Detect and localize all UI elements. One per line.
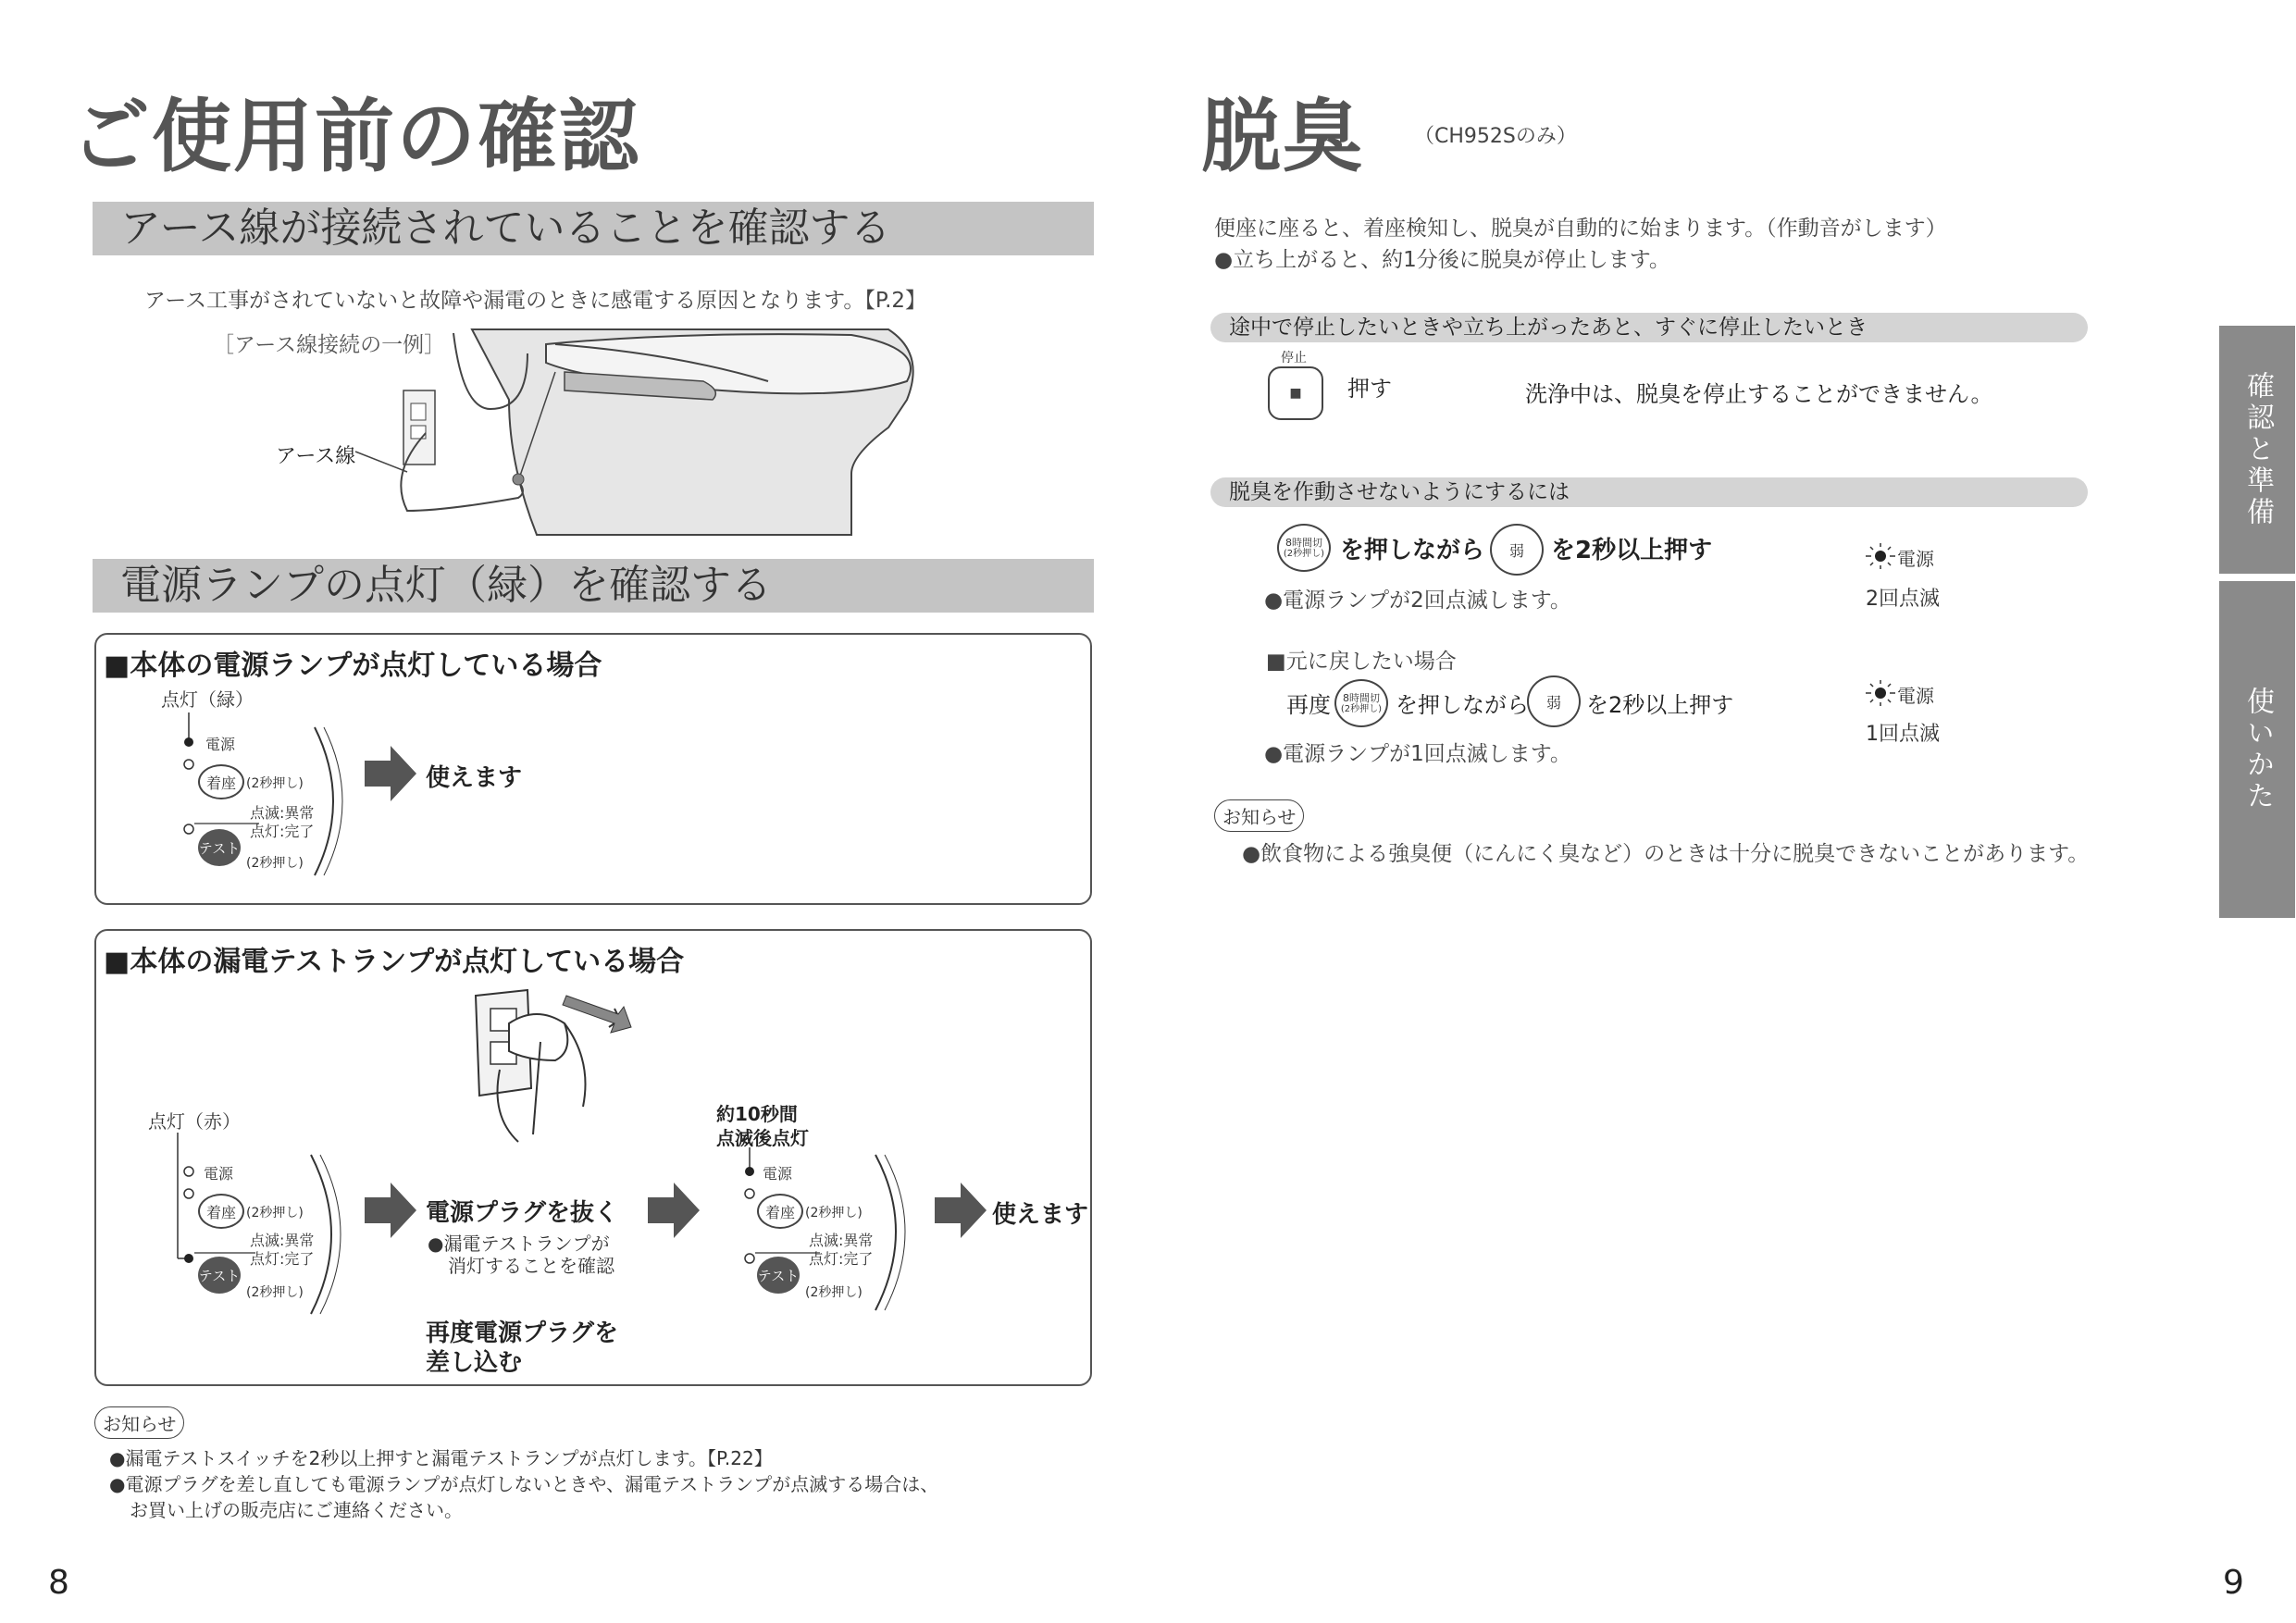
lamp-blink-icon xyxy=(1864,542,1897,570)
section-title-earth: アース線が接続されていることを確認する xyxy=(120,204,891,252)
page-number-right: 9 xyxy=(2223,1564,2244,1602)
panel1-usable-text: 使えます xyxy=(426,764,523,792)
model-note: （CH952Sのみ） xyxy=(1414,125,1577,148)
panel2-after-blink-abnormal: 点滅:異常 xyxy=(809,1232,874,1249)
unplug-text: 電源プラグを抜く xyxy=(426,1199,619,1227)
weak-button: 弱 xyxy=(1490,524,1544,576)
unplug-note-line1: ●漏電テストランプが xyxy=(428,1233,610,1255)
after-replug-line2: 点滅後点灯 xyxy=(716,1127,809,1149)
step2-press-text: を2秒以上押す xyxy=(1586,692,1734,718)
panel1-power-lamp-label: 電源 xyxy=(205,736,236,753)
side-tab-usage[interactable] xyxy=(2219,581,2295,918)
stop-square-icon: ■ xyxy=(1289,386,1302,401)
left-notice-badge: お知らせ xyxy=(94,1406,184,1439)
panel2-seat-hold: (2秒押し) xyxy=(246,1206,304,1220)
panel1-blink-abnormal: 点滅:異常 xyxy=(250,804,315,822)
panel2-after-test-hold: (2秒押し) xyxy=(805,1285,863,1300)
replug-text-line2: 差し込む xyxy=(426,1349,523,1377)
left-note-1: ●漏電テストスイッチを2秒以上押すと漏電テストランプが点灯します。【P.22】 xyxy=(109,1447,773,1469)
page-title-right: 脱臭 xyxy=(1201,91,1364,183)
unplug-note-line2: 消灯することを確認 xyxy=(448,1255,614,1277)
page-title-left: ご使用前の確認 xyxy=(70,91,640,183)
step1-press-text: を2秒以上押す xyxy=(1551,537,1713,564)
panel2-test-button: テスト xyxy=(198,1257,241,1294)
earth-wire-label: アース線 xyxy=(276,445,356,468)
panel2-title: ■本体の漏電テストランプが点灯している場合 xyxy=(104,946,685,978)
left-note-2: ●電源プラグを差し直しても電源ランプが点灯しないときや、漏電テストランプが点滅する場合は、 xyxy=(109,1473,939,1495)
stop-button-caption: 停止 xyxy=(1281,351,1307,365)
panel2-after-seat-button: 着座 xyxy=(757,1194,803,1229)
panel2-after-test-button: テスト xyxy=(757,1257,800,1294)
bar-disable-deodor xyxy=(1210,477,2088,507)
step2-note: ●電源ランプが1回点滅します。 xyxy=(1264,742,1571,766)
step1-note: ●電源ランプが2回点滅します。 xyxy=(1264,588,1571,613)
panel2-lit-label: 点灯（赤） xyxy=(148,1110,241,1133)
lamp-blink-icon-2 xyxy=(1864,679,1897,707)
unplug-illustration xyxy=(463,986,648,1144)
section-title-lamp: 電源ランプの点灯（緑）を確認する xyxy=(120,562,772,609)
deodor-intro-1: 便座に座ると、着座検知し、脱臭が自動的に始まります。（作動音がします） xyxy=(1214,217,1947,241)
bar-stop-immediately xyxy=(1210,313,2088,342)
step1-hold-text: を押しながら xyxy=(1340,537,1485,564)
panel1-test-hold: (2秒押し) xyxy=(246,856,304,871)
right-notice-badge: お知らせ xyxy=(1214,799,1304,832)
timer-8h-button: 8時間切 (2秒押し) xyxy=(1277,524,1331,572)
earth-example-label: ［アース線接続の一例］ xyxy=(213,333,446,357)
step1-blink-count: 2回点滅 xyxy=(1866,588,1940,611)
panel1-seat-button: 着座 xyxy=(198,764,244,799)
page-number-left: 8 xyxy=(48,1564,69,1602)
deodor-intro-2: ●立ち上がると、約1分後に脱臭が停止します。 xyxy=(1214,248,1670,272)
step2-power-label: 電源 xyxy=(1897,685,1934,707)
side-tab-usage-label: 使いかた xyxy=(2241,687,2274,812)
left-note-3: お買い上げの販売店にご連絡ください。 xyxy=(130,1499,463,1521)
stop-button xyxy=(1268,366,1323,420)
bar-disable-deodor-text: 脱臭を作動させないようにするには xyxy=(1229,480,1570,504)
restore-heading: ■元に戻したい場合 xyxy=(1266,650,1457,674)
panel1-lit-complete: 点灯:完了 xyxy=(250,823,315,840)
toilet-earth-illustration xyxy=(370,326,925,539)
panel1-test-button: テスト xyxy=(198,829,241,866)
panel2-lit-complete: 点灯:完了 xyxy=(250,1250,315,1268)
panel2-test-hold: (2秒押し) xyxy=(246,1285,304,1300)
panel2-power-lamp-label: 電源 xyxy=(204,1165,234,1183)
panel2-after-seat-hold: (2秒押し) xyxy=(805,1206,863,1220)
panel2-usable-text: 使えます xyxy=(992,1201,1089,1229)
panel2-after-lit-complete: 点灯:完了 xyxy=(809,1250,874,1268)
panel2-arrow-icon-2 xyxy=(648,1183,700,1238)
section-bar-lamp xyxy=(93,559,1094,613)
panel2-arrow-icon-3 xyxy=(935,1183,987,1238)
section-bar-earth xyxy=(93,202,1094,255)
side-tab-prep-label: 確認と準備 xyxy=(2241,371,2274,528)
panel2-after-power-label: 電源 xyxy=(763,1165,793,1183)
stop-note: 洗浄中は、脱臭を停止することができません。 xyxy=(1525,381,1993,407)
right-notice-text: ●飲食物による強臭便（にんにく臭など）のときは十分に脱臭できないことがあります。 xyxy=(1242,842,2090,866)
step2-blink-count: 1回点滅 xyxy=(1866,723,1940,746)
bar-stop-immediately-text: 途中で停止したいときや立ち上がったあと、すぐに停止したいとき xyxy=(1229,316,1868,340)
panel1-arrow-icon xyxy=(365,746,416,801)
press-text: 押す xyxy=(1347,376,1392,402)
earth-leader-line xyxy=(354,448,409,476)
panel2-blink-abnormal: 点滅:異常 xyxy=(250,1232,315,1249)
side-tab-prep[interactable] xyxy=(2219,326,2295,574)
step2-hold-text: を押しながら xyxy=(1396,692,1529,718)
panel2-arrow-icon-1 xyxy=(365,1183,416,1238)
panel1-seat-hold: (2秒押し) xyxy=(246,776,304,791)
panel1-title: ■本体の電源ランプが点灯している場合 xyxy=(104,650,602,682)
replug-text-line1: 再度電源プラグを xyxy=(426,1319,619,1347)
panel1-lit-label: 点灯（緑） xyxy=(161,688,254,711)
step1-power-label: 電源 xyxy=(1897,548,1934,570)
timer-8h-button-2: 8時間切 (2秒押し) xyxy=(1334,679,1388,727)
weak-button-2: 弱 xyxy=(1527,675,1581,727)
again-text: 再度 xyxy=(1286,692,1331,718)
after-replug-line1: 約10秒間 xyxy=(716,1103,798,1125)
panel2-seat-button: 着座 xyxy=(198,1194,244,1229)
earth-warning-text: アース工事がされていないと故障や漏電のときに感電する原因となります。【P.2】 xyxy=(144,289,927,313)
